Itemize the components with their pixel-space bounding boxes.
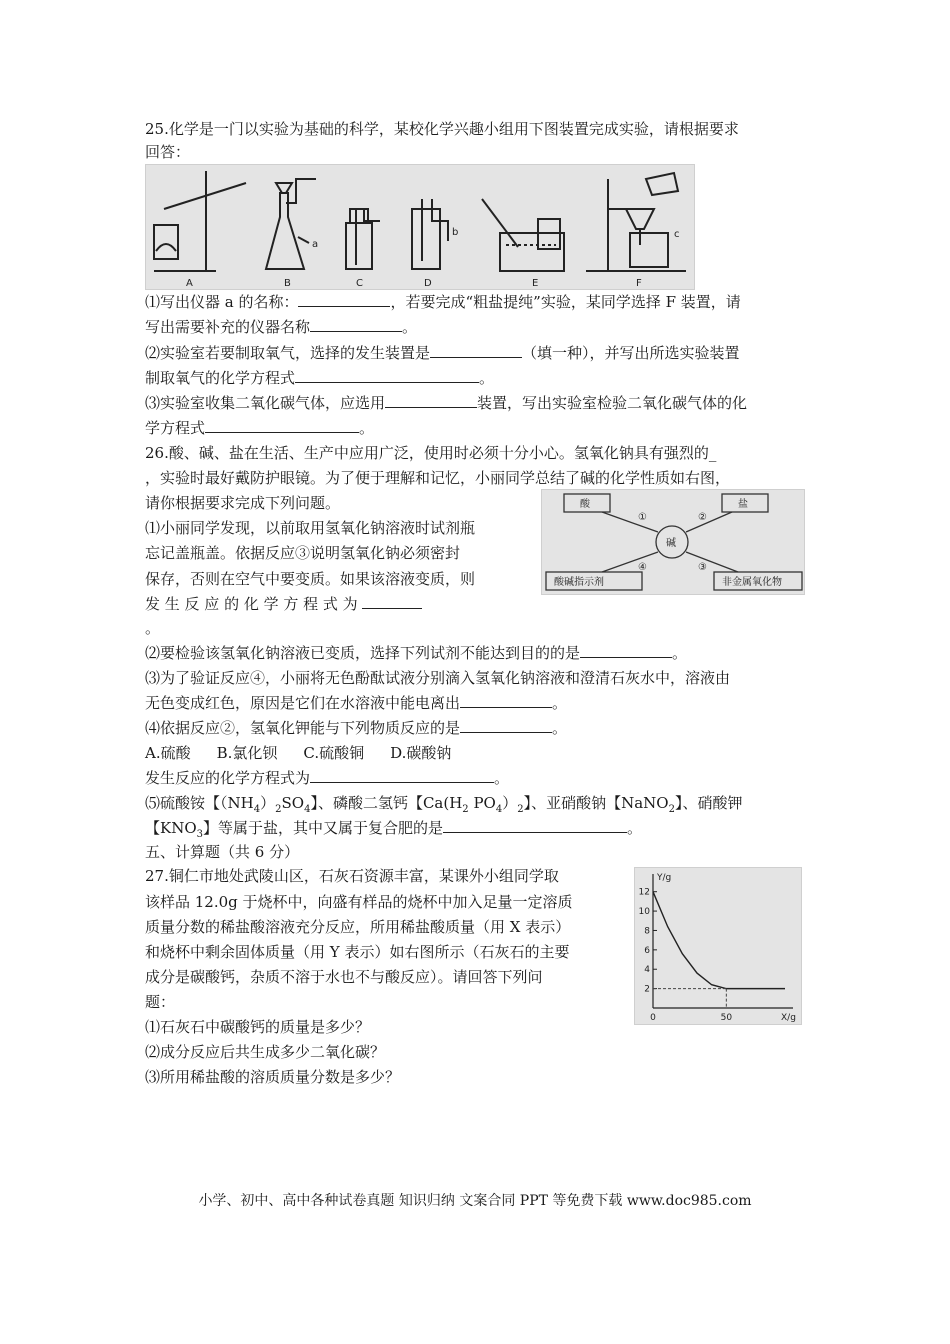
q26-part1: ⑴小丽同学发现，以前取用氢氧化钠溶液时试剂瓶 — [145, 519, 476, 537]
q27-stem-4: 和烧杯中剩余固体质量（用 Y 表示）如右图所示（石灰石的主要 — [145, 943, 570, 961]
apparatus-figure — [145, 164, 695, 290]
answer-blank[interactable] — [460, 692, 552, 708]
answer-blank[interactable] — [580, 642, 672, 658]
diagram-drawing — [542, 490, 804, 594]
answer-blank[interactable] — [430, 342, 522, 358]
q27-stem-2: 该样品 12.0g 于烧杯中，向盛有样品的烧杯中加入足量一定溶质 — [145, 893, 573, 911]
footer: 小学、初中、高中各种试卷真题 知识归纳 文案合同 PPT 等免费下载 www.doc985.com — [198, 1193, 752, 1209]
x-tick-label: 0 — [650, 1013, 656, 1023]
label-b: b — [452, 227, 459, 238]
diagram-base: 碱 — [666, 538, 676, 549]
q26-part2: ⑵要检验该氢氧化钠溶液已变质，选择下列试剂不能达到目的的是 。 — [145, 644, 688, 662]
option-d: D.碳酸钠 — [390, 744, 452, 762]
label-D: D — [424, 278, 432, 289]
q27-stem-6: 题： — [145, 993, 176, 1011]
q26-stem: 26.酸、碱、盐在生活、生产中应用广泛，使用时必须十分小心。氢氧化钠具有强烈的_ — [145, 444, 717, 462]
label-E: E — [532, 278, 539, 289]
option-b: B.氯化钡 — [216, 744, 278, 762]
q25-stem: 25.化学是一门以实验为基础的科学，某校化学兴趣小组用下图装置完成实验，请根据要求 — [145, 120, 739, 138]
label-a: a — [312, 239, 319, 250]
series-line — [653, 892, 785, 989]
label-C: C — [356, 278, 363, 289]
y-tick-label: 6 — [644, 945, 650, 956]
answer-blank[interactable] — [295, 367, 479, 383]
q25-part2-line2: 制取氧气的化学方程式 。 — [145, 369, 495, 387]
diagram-nonmetal-oxide: 非金属氧化物 — [722, 577, 782, 588]
q27-question-3: ⑶所用稀盐酸的溶质质量分数是多少？ — [145, 1068, 401, 1086]
q26-part4-equation: 发生反应的化学方程式为 。 — [145, 769, 510, 787]
q25-part1-line2: 写出需要补充的仪器名称 。 — [145, 318, 418, 336]
answer-blank[interactable] — [385, 392, 477, 408]
section-title: 五、计算题（共 6 分） — [145, 843, 300, 861]
q25-part3: ⑶实验室收集二氧化碳气体，应选用 装置，写出实验室检验二氧化碳气体的化 — [145, 394, 748, 412]
chart-svg — [635, 868, 801, 1024]
q26-part5-line2: 【$KNO_3$】等属于盐，其中又属于复合肥的是 。 — [145, 819, 643, 840]
label-F: F — [636, 278, 642, 289]
option-a: A.硫酸 — [145, 744, 191, 762]
diagram-num-2: ② — [698, 512, 707, 523]
q26-part1-line5: 。 — [145, 619, 161, 637]
diagram-num-3: ③ — [698, 562, 707, 573]
q27-stem-3: 质量分数的稀盐酸溶液充分反应，所用稀盐酸质量（用 X 表示） — [145, 918, 571, 936]
answer-blank[interactable] — [310, 767, 494, 783]
q27-stem-5: 成分是碳酸钙，杂质不溶于水也不与酸反应）。请回答下列问 — [145, 968, 543, 986]
q26-stem-2: ，实验时最好戴防护眼镜。为了便于理解和记忆，小丽同学总结了碱的化学性质如右图， — [145, 469, 731, 487]
q27-stem: 27.铜仁市地处武陵山区，石灰石资源丰富，某课外小组同学取 — [145, 867, 559, 885]
q26-part1-line2: 忘记盖瓶盖。依据反应③说明氢氧化钠必须密封 — [145, 544, 461, 562]
diagram-num-1: ① — [638, 512, 647, 523]
diagram-salt: 盐 — [738, 499, 748, 510]
mass-chart — [634, 867, 802, 1025]
diagram-acid: 酸 — [580, 499, 590, 510]
q26-part1-line4: 发 生 反 应 的 化 学 方 程 式 为 — [145, 593, 422, 615]
answer-blank[interactable] — [362, 593, 422, 609]
option-c: C.硫酸铜 — [303, 744, 365, 762]
answer-blank[interactable] — [205, 417, 359, 433]
y-tick-label: 12 — [638, 887, 650, 898]
answer-blank[interactable] — [298, 291, 390, 307]
y-axis-label: Y/g — [657, 873, 672, 883]
x-axis-label: X/g — [781, 1013, 796, 1023]
y-tick-label: 10 — [638, 907, 650, 918]
label-c: c — [674, 229, 680, 240]
apparatus-drawing — [146, 165, 694, 289]
q26-stem-3: 请你根据要求完成下列问题。 — [145, 494, 341, 512]
diagram-num-4: ④ — [638, 562, 647, 573]
q26-part4: ⑷依据反应②，氢氧化钾能与下列物质反应的是 。 — [145, 719, 568, 737]
label-B: B — [284, 278, 291, 289]
x-tick-label: 50 — [720, 1013, 733, 1023]
q26-options — [145, 742, 451, 764]
q26-part5: ⑸硫酸铵【$(NH_4)_2SO_4$】、磷酸二氢钙【$Ca(H_2$ $PO_4)_2$】、亚硝酸钠【NaNO$_2$】、硝酸钾 — [145, 794, 743, 815]
base-properties-diagram — [541, 489, 805, 595]
y-tick-label: 2 — [644, 984, 650, 995]
answer-blank[interactable] — [460, 717, 552, 733]
q26-part3: ⑶为了验证反应④，小丽将无色酚酞试液分别滴入氢氧化钠溶液和澄清石灰水中，溶液由 — [145, 669, 731, 687]
label-A: A — [186, 278, 193, 289]
answer-blank[interactable] — [443, 817, 627, 833]
q25-part2: ⑵实验室若要制取氧气，选择的发生装置是 （填一种），并写出所选实验装置 — [145, 344, 740, 362]
q26-part1-line3: 保存，否则在空气中要变质。如果该溶液变质，则 — [145, 570, 476, 588]
q25-part1: ⑴写出仪器 a 的名称： ，若要完成“粗盐提纯”实验，某同学选择 F 装置，请 — [145, 293, 741, 311]
y-tick-label: 4 — [644, 965, 650, 976]
q27-question-2: ⑵成分反应后共生成多少二氧化碳？ — [145, 1043, 386, 1061]
q27-question-1: ⑴石灰石中碳酸钙的质量是多少？ — [145, 1018, 371, 1036]
q25-part3-line2: 学方程式 。 — [145, 419, 375, 437]
q25-stem-2: 回答： — [145, 143, 191, 161]
diagram-indicator: 酸碱指示剂 — [554, 577, 604, 588]
y-tick-label: 8 — [644, 926, 650, 937]
q26-part3-line2: 无色变成红色，原因是它们在水溶液中能电离出 。 — [145, 694, 568, 712]
answer-blank[interactable] — [310, 316, 402, 332]
